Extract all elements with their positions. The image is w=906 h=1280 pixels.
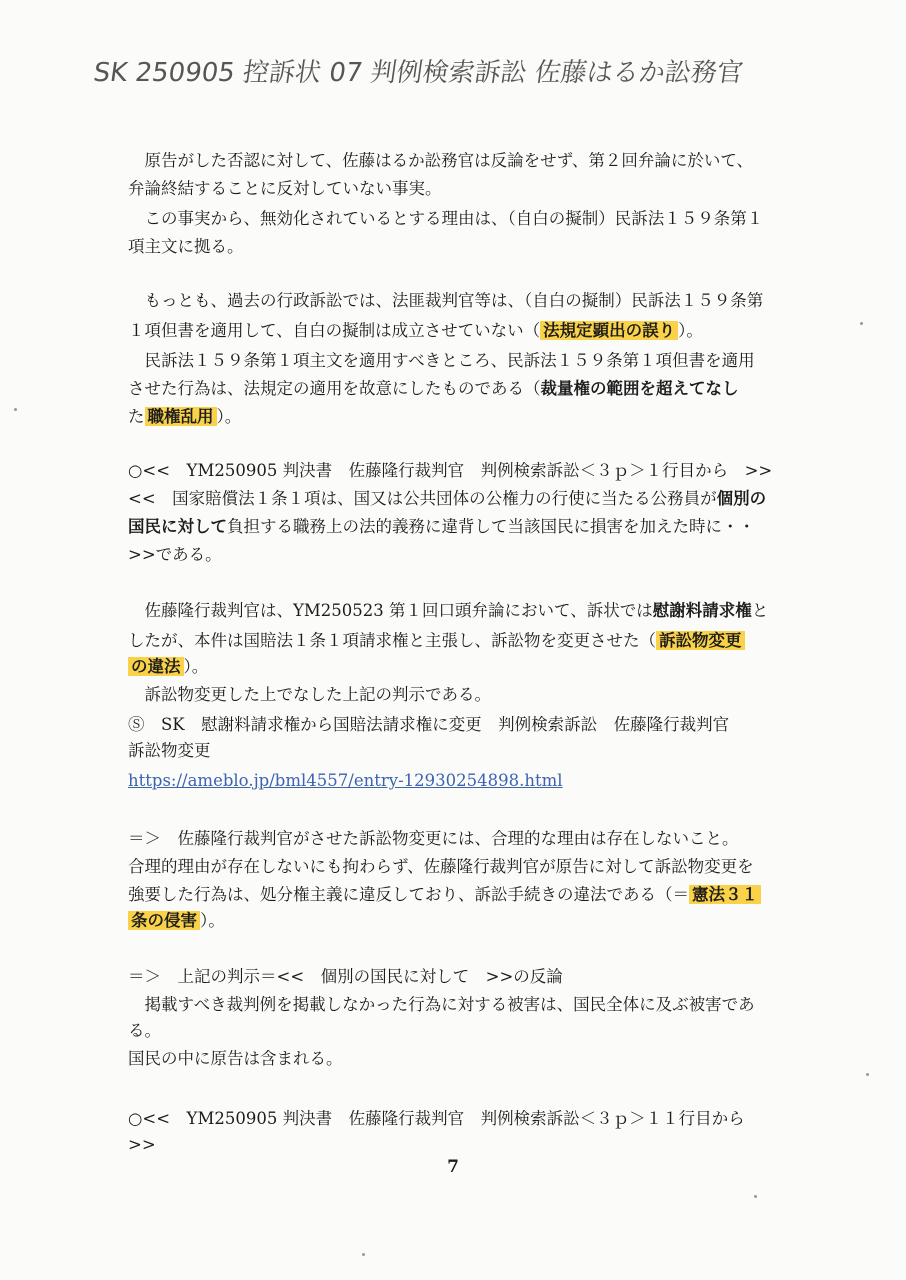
text-line: 項主文に拠る。 [128, 237, 244, 256]
text-line: ＝＞ 上記の判示＝<< 個別の国民に対して >>の反論 [128, 967, 563, 986]
text-span: と [751, 601, 769, 620]
highlighted-text: 法規定顕出の誤り [540, 321, 678, 340]
text-line [128, 488, 843, 510]
bold-text: 国民に対して [128, 517, 227, 536]
text-span: ）。 [183, 657, 209, 676]
text-line [128, 378, 843, 400]
text-line [128, 910, 843, 932]
highlighted-text: の違法 [128, 657, 184, 676]
text-span: ）。 [216, 407, 242, 426]
text-line [128, 630, 843, 652]
text-span: 強要した行為は、処分権主義に違反しており、訴訟手続きの違法である（＝ [128, 885, 689, 904]
text-span: したが、本件は国賠法１条１項請求権と主張し、訴訟物を変更させた（ [128, 631, 656, 650]
reference-line: Ⓢ SK 慰謝料請求権から国賠法請求権に変更 判例検索訴訟 佐藤隆行裁判官 [128, 715, 730, 734]
scan-speck [866, 1073, 869, 1076]
text-line: >>である。 [128, 545, 222, 564]
text-line: 国民の中に原告は含まれる。 [128, 1049, 343, 1068]
highlighted-text: 職権乱用 [145, 407, 217, 426]
text-span: ）。 [678, 321, 703, 340]
text-line: もっとも、過去の行政訴訟では、法匪裁判官等は、（自白の擬制）民訴法１５９条第 [128, 291, 764, 310]
text-line: る。 [128, 1021, 161, 1040]
text-line: 弁論終結することに反対していない事実。 [128, 179, 442, 198]
text-span: 佐藤隆行裁判官は、YM250523 第１回口頭弁論において、訴状では [128, 601, 653, 620]
text-span: << 国家賠償法１条１項は、国又は公共団体の公権力の行使に当たる公務員が [128, 489, 717, 508]
scan-speck [14, 408, 17, 411]
scan-speck [754, 1195, 757, 1198]
quote-header-line: ○<< YM250905 判決書 佐藤隆行裁判官 判例検索訴訟＜３ｐ＞１行目から >> [128, 461, 773, 480]
scan-speck [362, 1253, 365, 1256]
text-line: >> [128, 1135, 156, 1154]
text-span: させた行為は、法規定の適用を故意にしたものである（ [128, 379, 541, 398]
text-line [128, 516, 843, 538]
text-line: 訴訟物変更した上でなした上記の判示である。 [128, 685, 491, 704]
highlighted-text: 訴訟物変更 [656, 631, 745, 650]
highlighted-text: 条の侵害 [128, 911, 200, 930]
reference-link[interactable]: https://ameblo.jp/bml4557/entry-12930254898.html [128, 771, 563, 790]
text-line [128, 600, 843, 622]
text-line [128, 884, 843, 906]
text-line: ＝＞ 佐藤隆行裁判官がさせた訴訟物変更には、合理的な理由は存在しないこと。 [128, 829, 739, 848]
text-line: 原告がした否認に対して、佐藤はるか訟務官は反論をせず、第２回弁論に於いて、 [128, 151, 754, 170]
text-line [128, 656, 843, 678]
text-line: 民訴法１５９条第１項主文を適用すべきところ、民訴法１５９条第１項但書を適用 [128, 351, 755, 370]
page-number: 7 [447, 1157, 459, 1177]
bold-text: 慰謝料請求権 [652, 601, 752, 620]
quote-header-line: ○<< YM250905 判決書 佐藤隆行裁判官 判例検索訴訟＜３ｐ＞１１行目から [128, 1109, 745, 1128]
scan-speck [860, 322, 863, 325]
handwritten-header: SK 250905 控訴状 07 判例検索訴訟 佐藤はるか訟務官 [91, 58, 745, 88]
text-line [128, 320, 843, 342]
text-line: この事実から、無効化されているとする理由は、（自白の擬制）民訴法１５９条第１ [128, 209, 764, 228]
text-line: 訴訟物変更 [128, 741, 211, 760]
text-span: 負担する職務上の法的義務に違背して当該国民に損害を加えた時に・・ [227, 517, 755, 536]
text-span: ）。 [200, 911, 225, 930]
text-line: 掲載すべき裁判例を掲載しなかった行為に対する被害は、国民全体に及ぶ被害であ [128, 995, 755, 1014]
text-span: １項但書を適用して、自白の擬制は成立させていない（ [128, 321, 541, 340]
text-span: た [128, 407, 145, 426]
highlighted-text: 憲法３１ [689, 885, 761, 904]
text-line: 合理的理由が存在しないにも拘わらず、佐藤隆行裁判官が原告に対して訴訟物変更を [128, 857, 754, 876]
bold-text: 裁量権の範囲を超えてなし [540, 379, 739, 398]
text-line [128, 406, 843, 428]
bold-text: 個別の [716, 489, 767, 508]
text-line [128, 770, 843, 792]
